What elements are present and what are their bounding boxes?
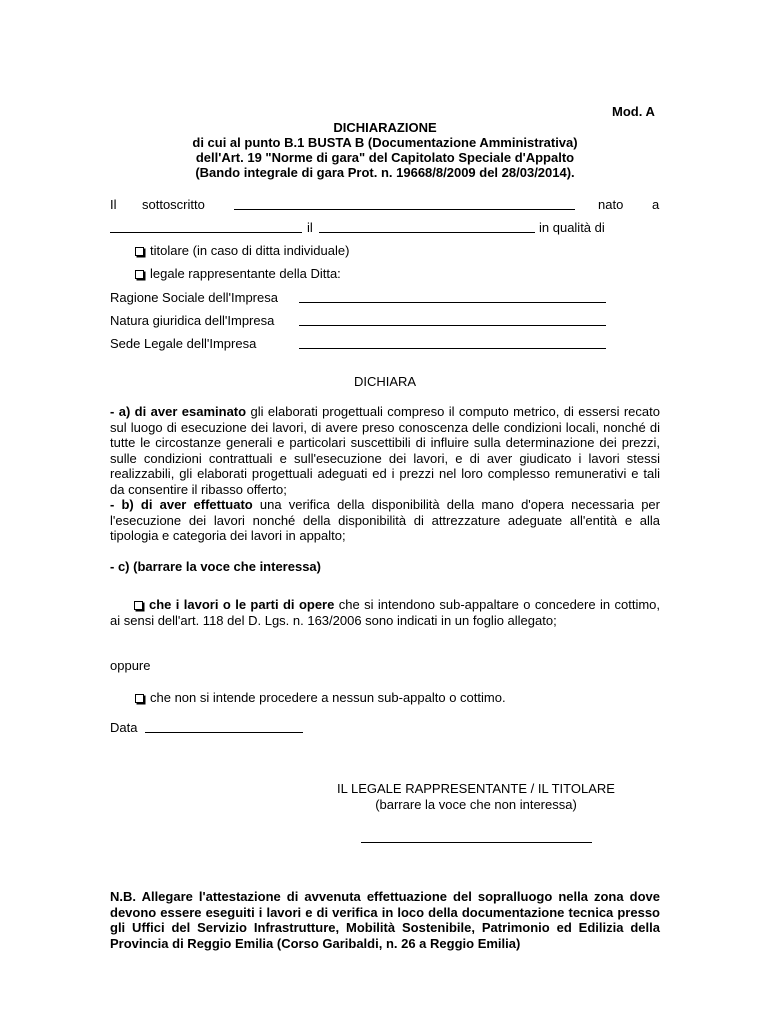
- intro-a: a: [652, 197, 660, 212]
- option-titolare[interactable]: [135, 243, 349, 259]
- section-b-text: una verifica della disponibilità della mano d'opera necessaria per l'esecuzione dei lavori nonché della disponibilità di attrezzature adeguate all'entità e alla tipologia e categoria dei lavori in appalto;: [110, 497, 660, 543]
- signature-title: IL LEGALE RAPPRESENTANTE / IL TITOLARE: [337, 781, 615, 796]
- oppure-label: oppure: [110, 658, 151, 673]
- field-natura-label: Natura giuridica dell'Impresa: [110, 313, 275, 328]
- intro-qualita: in qualità di: [539, 220, 605, 235]
- section-b-bold: - b) di aver effettuato: [110, 497, 253, 512]
- signature-note: (barrare la voce che non interessa): [375, 797, 577, 812]
- mod-label: Mod. A: [612, 104, 655, 119]
- birthdate-blank[interactable]: [319, 222, 535, 233]
- field-ragione-label: Ragione Sociale dell'Impresa: [110, 290, 278, 305]
- field-sede-blank[interactable]: [299, 338, 606, 349]
- dichiara-heading: DICHIARA: [353, 374, 417, 389]
- intro-il-date: il: [307, 220, 313, 235]
- section-a-text: gli elaborati progettuali compreso il computo metrico, di essersi recato sul luogo di esecuzione dei lavori, di avere preso conoscenza delle condizioni locali, nonché di tutte le circostanze generali e particolari suscettibili di influire sulla determinazione dei prezzi, sulle condizioni contrattuali e sull'esecuzione dei lavori, e di aver giudicato i lavori stessi realizzabili, gli elaborati progettuali adeguati ed i prezzi nel loro complesso remunerativi e tali da consentire il ribasso offerto;: [110, 404, 660, 497]
- field-sede-label: Sede Legale dell'Impresa: [110, 336, 257, 351]
- intro-nato: nato: [598, 197, 624, 212]
- checkbox-icon[interactable]: [135, 247, 144, 256]
- section-c-option-1-text: che si intendono sub-appaltare o concedere in cottimo, ai sensi dell'art. 118 del D. Lgs. n. 163/2006 sono indicati in un foglio allegato;: [110, 597, 660, 628]
- intro-sottoscritto: sottoscritto: [142, 197, 205, 212]
- section-c-option-2[interactable]: [135, 690, 506, 706]
- date-blank[interactable]: [145, 722, 303, 733]
- subtitle-line-1: di cui al punto B.1 BUSTA B (Documentazione Amministrativa): [192, 135, 578, 150]
- subtitle-line-2: dell'Art. 19 "Norme di gara" del Capitolato Speciale d'Appalto: [195, 150, 575, 165]
- subtitle-line-3: (Bando integrale di gara Prot. n. 19668/8/2009 del 28/03/2014).: [195, 165, 575, 180]
- checkbox-icon[interactable]: [135, 270, 144, 279]
- field-ragione-blank[interactable]: [299, 292, 606, 303]
- birthplace-blank[interactable]: [110, 222, 302, 233]
- nb-note: N.B. Allegare l'attestazione di avvenuta effettuazione del sopralluogo nella zona dove devono essere eseguiti i lavori e di verifica in loco della documentazione tecnica presso gli Uffici del Servizio Infrastrutture, Mobilità Sostenibile, Patrimonio ed Edilizia della Provincia di Reggio Emilia (Corso Garibaldi, n. 26 a Reggio Emilia): [110, 889, 660, 951]
- option-legale-label: legale rappresentante della Ditta:: [150, 266, 341, 281]
- section-c-option-1[interactable]: [110, 597, 660, 628]
- intro-il: Il: [110, 197, 117, 212]
- data-label: Data: [110, 720, 138, 735]
- name-blank[interactable]: [234, 199, 575, 210]
- section-a-bold: - a) di aver esaminato: [110, 404, 247, 419]
- section-a-b: [110, 404, 660, 544]
- signature-blank[interactable]: [361, 832, 592, 843]
- field-natura-blank[interactable]: [299, 315, 606, 326]
- section-c-option-2-label: che non si intende procedere a nessun sub-appalto o cottimo.: [150, 690, 506, 705]
- option-legale[interactable]: [135, 266, 341, 282]
- option-titolare-label: titolare (in caso di ditta individuale): [150, 243, 350, 258]
- section-c-option-1-bold: che i lavori o le parti di opere: [149, 597, 335, 612]
- checkbox-icon[interactable]: [134, 601, 143, 610]
- section-c-heading: - c) (barrare la voce che interessa): [110, 559, 321, 574]
- checkbox-icon[interactable]: [135, 694, 144, 703]
- document-title: DICHIARAZIONE: [333, 120, 437, 135]
